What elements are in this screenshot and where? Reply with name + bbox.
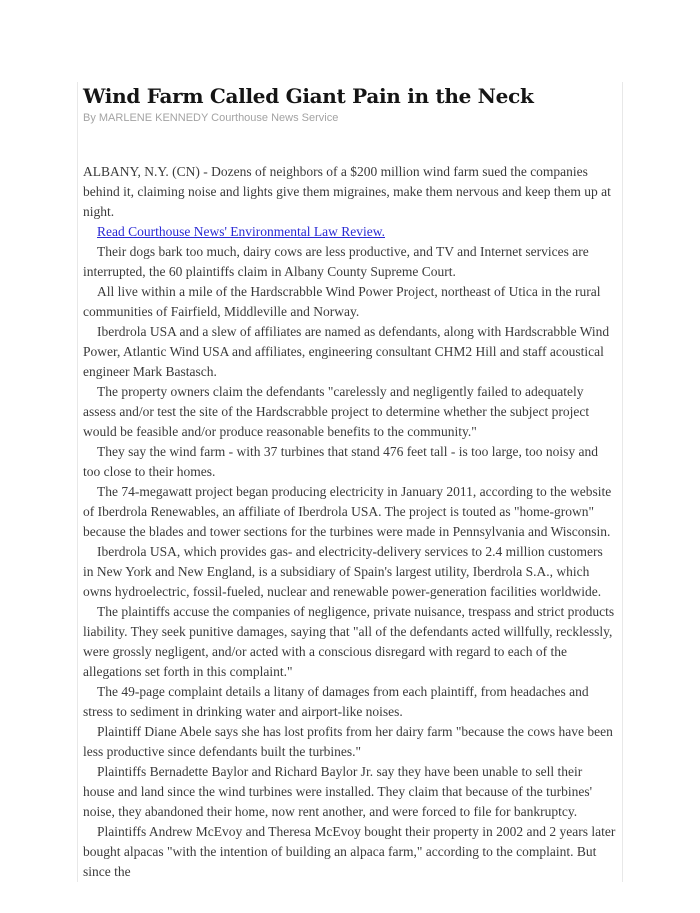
article-paragraph-12: Plaintiffs Bernadette Baylor and Richard Baylor Jr. say they have been unable to sell their house and land since the wind turbines were installed. They claim that because of the turbines' noise, they abandoned their home, now rent another, and were forced to file for bankruptcy. <box>83 764 593 819</box>
article-title: Wind Farm Called Giant Pain in the Neck <box>83 84 534 108</box>
article-paragraph-2: Their dogs bark too much, dairy cows are less productive, and TV and Internet services are interrupted, the 60 plaintiffs claim in Albany County Supreme Court. <box>83 244 589 279</box>
article-paragraph-4: Iberdrola USA and a slew of affiliates are named as defendants, along with Hardscrabble Wind Power, Atlantic Wind USA and affiliates, engineering consultant CHM2 Hill and staff acoustical engineer Mark Bastasch. <box>83 324 610 379</box>
article-paragraph-8: Iberdrola USA, which provides gas- and electricity-delivery services to 2.4 million customers in New York and New England, is a subsidiary of Spain's largest utility, Iberdrola S.A., which owns hydroelectric, fossil-fueled, nuclear and renewable power-generation facilities worldwide. <box>83 544 603 599</box>
article-paragraph-13: Plaintiffs Andrew McEvoy and Theresa McEvoy bought their property in 2002 and 2 years later bought alpacas "with the intention of building an alpaca farm," according to the complaint. But since the <box>83 824 616 879</box>
article-paragraph-6: They say the wind farm - with 37 turbines that stand 476 feet tall - is too large, too noisy and too close to their homes. <box>83 444 599 479</box>
article-paragraph-lede: ALBANY, N.Y. (CN) - Dozens of neighbors of a $200 million wind farm sued the companies behind it, claiming noise and lights give them migraines, make them nervous and keep them up at night. <box>83 164 611 219</box>
article-paragraph-3: All live within a mile of the Hardscrabble Wind Power Project, northeast of Utica in the rural communities of Fairfield, Middleville and Norway. <box>83 284 601 319</box>
article-paragraph-7: The 74-megawatt project began producing electricity in January 2011, according to the website of Iberdrola Renewables, an affiliate of Iberdrola USA. The project is touted as "home-grown" because the blades and tower sections for the turbines were made in Pennsylvania and Wisconsin. <box>83 484 612 539</box>
article-body <box>83 162 616 882</box>
environmental-law-review-link[interactable]: Read Courthouse News' Environmental Law Review. <box>97 224 385 239</box>
article-paragraph-11: Plaintiff Diane Abele says she has lost profits from her dairy farm "because the cows have been less productive since defendants built the turbines." <box>83 724 613 759</box>
article-paragraph-9: The plaintiffs accuse the companies of negligence, private nuisance, trespass and strict products liability. They seek punitive damages, saying that "all of the defendants acted willfully, recklessly, were grossly negligent, and/or acted with a conscious disregard with regard to each of the allegations set forth in this complaint." <box>83 604 615 679</box>
article-column <box>77 82 623 882</box>
article-byline: By MARLENE KENNEDY Courthouse News Service <box>83 112 339 124</box>
article-paragraph-10: The 49-page complaint details a litany of damages from each plaintiff, from headaches and stress to sediment in drinking water and airport-like noises. <box>83 684 589 719</box>
article-paragraph-5: The property owners claim the defendants "carelessly and negligently failed to adequately assess and/or test the site of the Hardscrabble project to determine whether the subject project would be feasible and/or produce reasonable benefits to the community." <box>83 384 590 439</box>
article-paragraph-link-line <box>83 222 616 242</box>
